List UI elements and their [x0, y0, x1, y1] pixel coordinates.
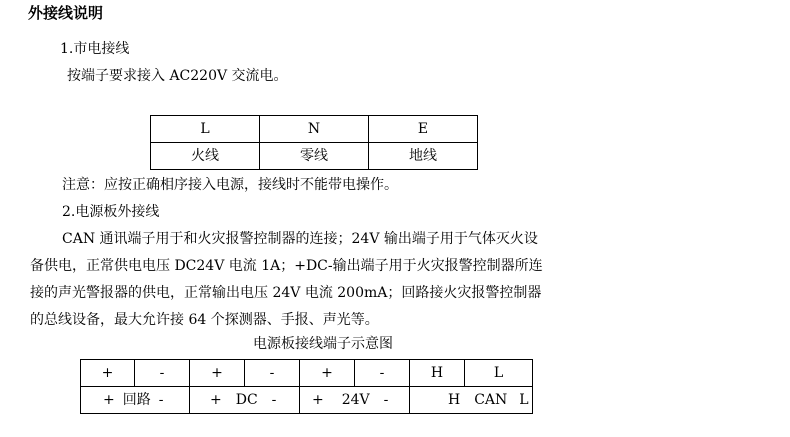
section2-paragraph-line: 的总线设备，最大允许接 64 个探测器、手报、声光等。	[30, 312, 379, 328]
terminal-minus: -	[383, 392, 389, 408]
table-cell: -	[355, 360, 410, 387]
terminal-h: H	[448, 392, 461, 408]
terminal-plus: +	[103, 392, 115, 408]
terminal-l: L	[519, 392, 529, 408]
table-cell: E	[369, 116, 478, 143]
table-cell: H	[410, 360, 465, 387]
table-cell: +	[300, 360, 355, 387]
terminal-minus: -	[271, 392, 277, 408]
page-title: 外接线说明	[28, 4, 104, 22]
table-cell	[190, 387, 300, 414]
table-cell: 零线	[260, 143, 369, 170]
table-cell: -	[135, 360, 190, 387]
table-row	[151, 143, 478, 170]
table-cell: L	[465, 360, 533, 387]
section2-paragraph-line: 备供电，正常供电电压 DC24V 电流 1A；+DC-输出端子用于火灾报警控制器所连	[30, 258, 543, 274]
table-row	[81, 360, 533, 387]
section2-heading: 2.电源板外接线	[62, 204, 160, 220]
terminal-label: 24V	[341, 392, 370, 408]
table-cell	[81, 387, 190, 414]
table-cell: 地线	[369, 143, 478, 170]
table-cell: +	[190, 360, 245, 387]
table-cell: +	[81, 360, 135, 387]
table-row	[151, 116, 478, 143]
mains-wiring-table	[150, 115, 478, 170]
section1-text: 按端子要求接入 AC220V 交流电。	[67, 68, 288, 84]
table-cell	[410, 387, 533, 414]
terminal-diagram-caption: 电源板接线端子示意图	[253, 336, 393, 352]
section2-paragraph-line: CAN 通讯端子用于和火灾报警控制器的连接；24V 输出端子用于气体灭火设	[62, 231, 538, 247]
table-row	[81, 387, 533, 414]
table-cell: 火线	[151, 143, 260, 170]
terminal-plus: +	[312, 392, 324, 408]
terminal-table	[80, 359, 533, 414]
wiring-note: 注意：应按正确相序接入电源，接线时不能带电操作。	[62, 177, 398, 193]
section1-heading: 1.市电接线	[60, 41, 130, 57]
table-cell	[300, 387, 410, 414]
terminal-label: DC	[235, 392, 258, 408]
terminal-label: CAN	[474, 392, 508, 408]
table-cell: L	[151, 116, 260, 143]
table-cell: N	[260, 116, 369, 143]
terminal-label: 回路	[122, 392, 151, 408]
section2-paragraph-line: 接的声光警报器的供电，正常输出电压 24V 电流 200mA；回路接火灾报警控制器	[30, 285, 542, 301]
table-cell: -	[245, 360, 300, 387]
terminal-plus: +	[210, 392, 222, 408]
terminal-minus: -	[158, 392, 164, 408]
